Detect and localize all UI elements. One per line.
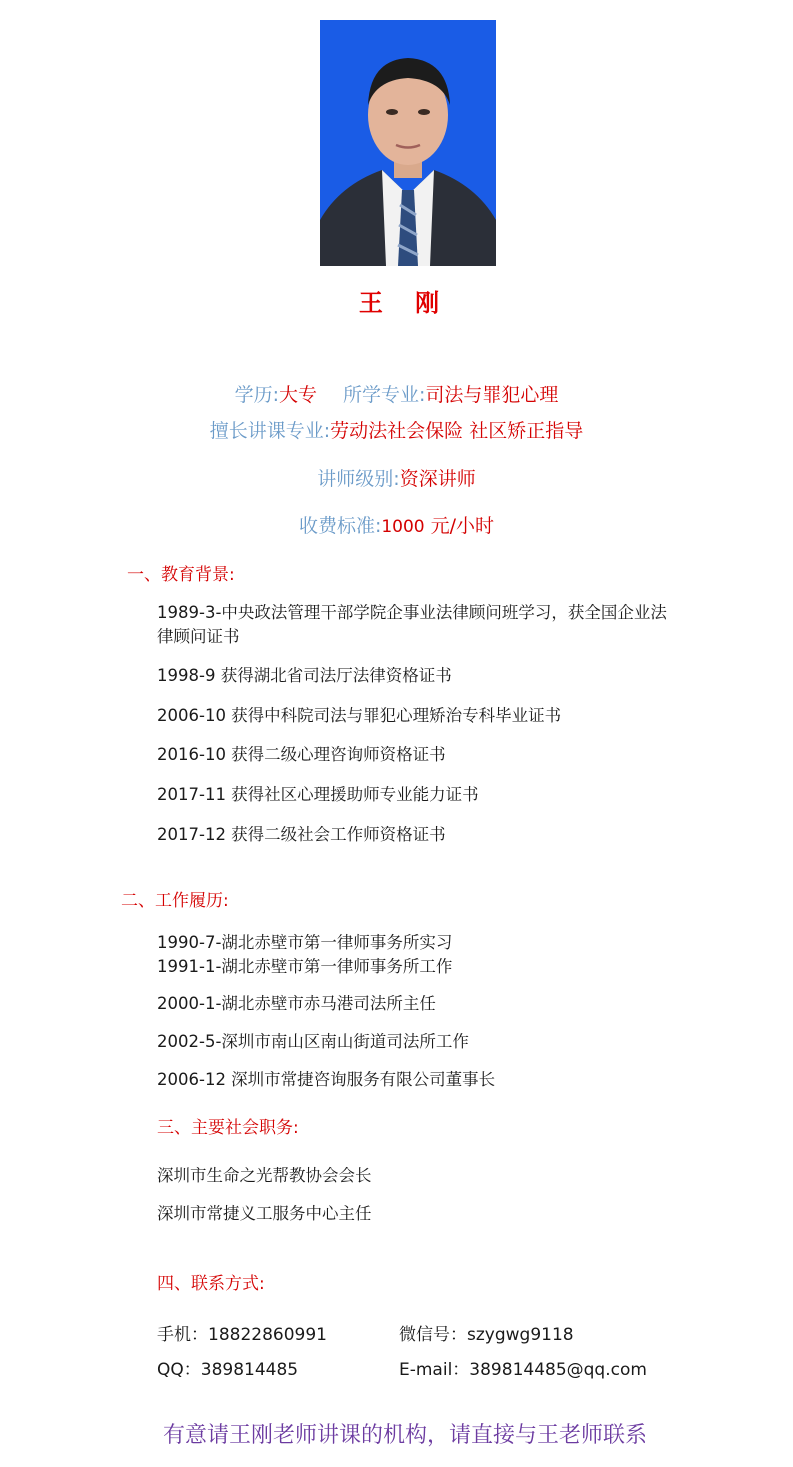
education-item: 1989-3-中央政法管理干部学院企事业法律顾问班学习，获全国企业法律顾问证书 (157, 603, 667, 646)
education-item: 2017-11 获得社区心理援助师专业能力证书 (157, 785, 479, 804)
fee-line (0, 511, 793, 538)
education-section-title: 一、教育背景: (127, 565, 235, 585)
work-item: 2006-12 深圳市常捷咨询服务有限公司董事长 (157, 1070, 496, 1089)
fee-label: 收费标准: (298, 515, 382, 537)
contact-section-title: 四、联系方式: (157, 1274, 265, 1294)
qq-number: QQ：389814485 (157, 1360, 299, 1380)
level-line (0, 464, 793, 491)
education-value: 大专 (278, 384, 317, 406)
education-item: 2017-12 获得二级社会工作师资格证书 (157, 825, 446, 844)
position-item: 深圳市生命之光帮教协会会长 (157, 1166, 372, 1185)
level-value: 资深讲师 (399, 468, 476, 490)
specialty-line (0, 416, 793, 443)
position-item: 深圳市常捷义工服务中心主任 (157, 1204, 372, 1223)
education-item: 1998-9 获得湖北省司法厅法律资格证书 (157, 666, 452, 685)
education-item: 2006-10 获得中科院司法与罪犯心理矫治专科毕业证书 (157, 706, 562, 725)
work-item: 1990-7-湖北赤壁市第一律师事务所实习 (157, 933, 453, 952)
fee-unit: 元/小时 (424, 515, 495, 537)
specialty-value: 劳动法社会保险 社区矫正指导 (330, 420, 584, 442)
work-item: 1991-1-湖北赤壁市第一律师事务所工作 (157, 957, 453, 976)
fee-value: 1000 (381, 517, 425, 537)
work-section-title: 二、工作履历: (121, 891, 229, 911)
wechat-id: 微信号：szygwg9118 (399, 1325, 574, 1345)
portrait-photo (320, 20, 496, 266)
level-label: 讲师级别: (317, 468, 400, 490)
specialty-label: 擅长讲课专业: (209, 420, 331, 442)
work-item: 2002-5-深圳市南山区南山街道司法所工作 (157, 1032, 469, 1051)
footer-invitation: 有意请王刚老师讲课的机构，请直接与王老师联系 (162, 1423, 647, 1448)
education-major-line (0, 380, 793, 407)
major-label: 所学专业: (343, 384, 426, 406)
positions-section-title: 三、主要社会职务: (157, 1118, 299, 1138)
email-address: E-mail：389814485@qq.com (399, 1360, 647, 1380)
lecturer-name: 王 刚 (358, 289, 452, 317)
education-item: 2016-10 获得二级心理咨询师资格证书 (157, 745, 446, 764)
work-item: 2000-1-湖北赤壁市赤马港司法所主任 (157, 994, 436, 1013)
education-label: 学历: (234, 384, 279, 406)
phone-number: 手机：18822860991 (157, 1325, 327, 1345)
major-value: 司法与罪犯心理 (425, 384, 559, 406)
